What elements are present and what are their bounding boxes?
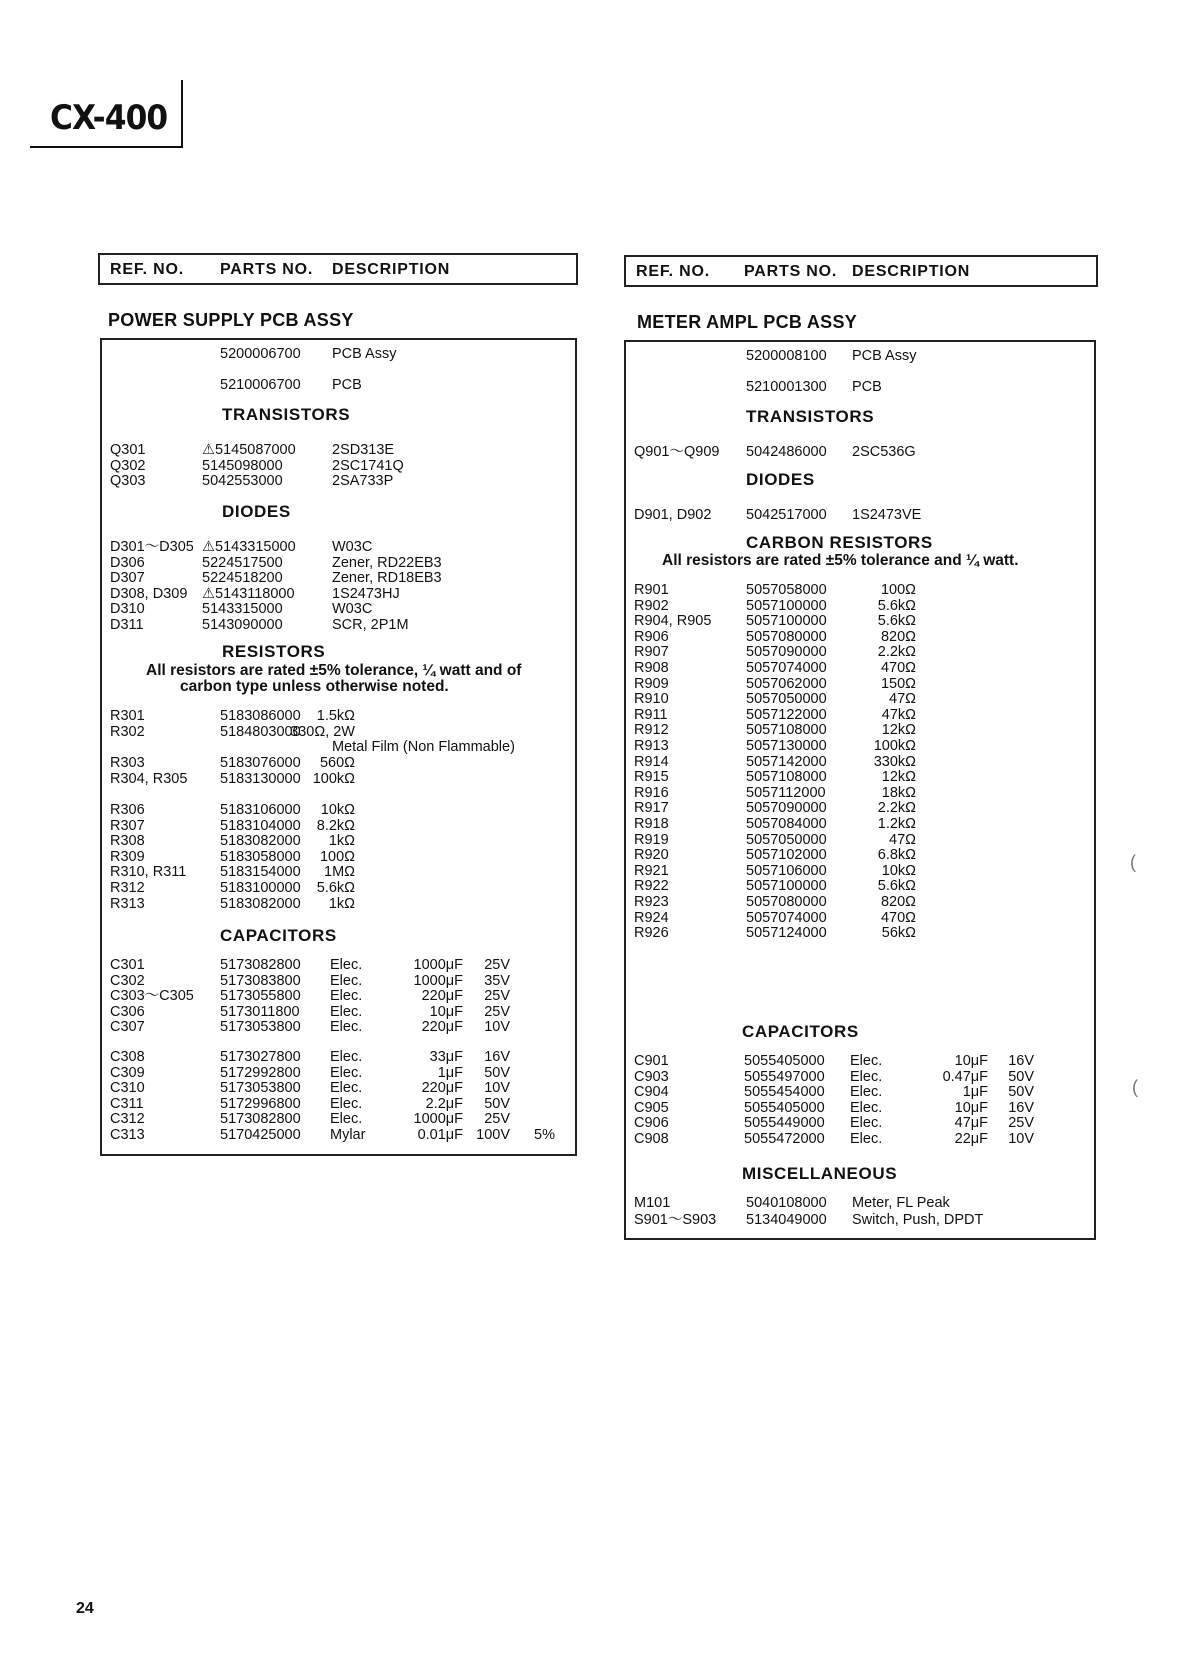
ref-no: R922 <box>634 878 669 895</box>
ref-no: C903 <box>634 1068 669 1085</box>
diodes-heading: DIODES <box>746 470 815 489</box>
ref-no: R915 <box>634 769 669 786</box>
description: PCB Assy <box>332 346 397 362</box>
parts-no: 5057130000 <box>746 738 827 754</box>
parts-no: 5183082000 <box>220 895 301 912</box>
parts-no: 5057108000 <box>746 769 827 786</box>
ref-no: R907 <box>634 644 669 661</box>
parts-no: 5210001300 <box>746 379 827 395</box>
parts-no: 5057122000 <box>746 706 827 723</box>
value: 6.8kΩ <box>877 847 916 864</box>
parts-no: 5173055800 <box>220 988 301 1005</box>
parts-no: 5057124000 <box>746 925 827 942</box>
ref-no: C908 <box>634 1131 669 1147</box>
ref-no: R904, R905 <box>634 613 712 630</box>
parts-no: 5055405000 <box>744 1099 825 1116</box>
ref-no: C901 <box>634 1053 669 1069</box>
parts-no: 5057102000 <box>746 847 827 864</box>
ref-no: C905 <box>634 1099 669 1116</box>
voltage: 100V <box>476 1127 510 1143</box>
parts-no: 5057100000 <box>746 878 827 895</box>
parts-no-header: PARTS NO. <box>744 263 838 280</box>
parts-no: 5057050000 <box>746 691 827 708</box>
ref-no: R307 <box>110 817 145 834</box>
value: 5.6kΩ <box>877 878 916 895</box>
ref-no: R920 <box>634 847 669 864</box>
cap-type: Elec. <box>330 957 363 973</box>
value: 100kΩ <box>873 738 916 754</box>
voltage: 50V <box>484 1064 510 1081</box>
parts-no: 5183154000 <box>220 864 301 881</box>
voltage: 50V <box>1008 1068 1034 1085</box>
value: 47μF <box>954 1115 988 1132</box>
value: 220μF <box>421 1080 463 1097</box>
description: 2SA733P <box>332 473 394 490</box>
voltage: 25V <box>484 1003 510 1020</box>
value: 1.5kΩ <box>316 708 355 724</box>
ref-no: R916 <box>634 784 669 801</box>
table-header-left <box>98 253 578 285</box>
tolerance: 5% <box>534 1127 555 1143</box>
value: 470Ω <box>880 660 916 676</box>
value: 1μF <box>962 1084 988 1101</box>
voltage: 25V <box>484 988 510 1005</box>
ref-no: M101 <box>634 1195 671 1211</box>
resistors-heading: RESISTORS <box>222 642 326 661</box>
value: 18kΩ <box>881 784 916 801</box>
ref-no: R913 <box>634 738 669 754</box>
value: 150Ω <box>880 675 916 692</box>
ref-no: C904 <box>634 1084 669 1101</box>
ref-no: D306 <box>110 554 145 571</box>
parts-no: 5055449000 <box>744 1115 825 1132</box>
voltage: 25V <box>484 1111 510 1128</box>
ref-no: R912 <box>634 722 669 739</box>
ref-no: C311 <box>110 1095 144 1112</box>
ref-no: C313 <box>110 1127 145 1143</box>
parts-no: 5057142000 <box>746 753 827 770</box>
power-supply-title: POWER SUPPLY PCB ASSY <box>108 310 354 330</box>
description: PCB <box>332 377 362 393</box>
ref-no: R917 <box>634 800 669 817</box>
cap-type: Elec. <box>850 1068 883 1085</box>
ref-no: R313 <box>110 895 145 912</box>
value: 820Ω <box>880 894 916 910</box>
ref-no: D308, D309 <box>110 585 188 602</box>
voltage: 10V <box>484 1080 510 1097</box>
resistors-note: All resistors are rated ±5% tolerance, ¼ watt and of <box>146 662 522 679</box>
ref-no: R909 <box>634 675 669 692</box>
parts-no: 5134049000 <box>746 1211 827 1228</box>
value: 1000μF <box>413 972 463 989</box>
ref-no: Q901～Q909 <box>634 444 720 460</box>
value: 1kΩ <box>328 833 355 850</box>
voltage: 10V <box>1008 1131 1034 1147</box>
resistors-note: carbon type unless otherwise noted. <box>180 678 449 695</box>
description: W03C <box>332 601 373 618</box>
parts-no: 5183086000 <box>220 708 301 724</box>
ref-no: D307 <box>110 570 145 587</box>
ref-no: R908 <box>634 660 669 676</box>
parts-no: 5042553000 <box>202 473 283 490</box>
ref-no: C306 <box>110 1003 145 1020</box>
value: 10μF <box>429 1003 463 1020</box>
ref-no: R310, R311 <box>110 864 187 881</box>
parts-no: 5057084000 <box>746 816 827 832</box>
description: Zener, RD22EB3 <box>332 554 442 571</box>
cap-type: Elec. <box>330 1019 363 1036</box>
ref-no: C301 <box>110 957 145 973</box>
parts-no: 5183100000 <box>220 880 301 896</box>
value: 10kΩ <box>320 802 355 818</box>
parts-no: 5057100000 <box>746 597 827 614</box>
power-supply-parts-list <box>100 338 577 1156</box>
parts-no: 5143090000 <box>202 617 283 633</box>
parts-no: 5183082000 <box>220 833 301 850</box>
description-header: DESCRIPTION <box>332 261 451 278</box>
parts-no: 5183104000 <box>220 817 301 834</box>
parts-no: 5173011800 <box>220 1003 300 1020</box>
parts-no: 5173082800 <box>220 1111 301 1128</box>
ref-no: Q303 <box>110 473 146 490</box>
value: 1000μF <box>413 1111 463 1128</box>
parts-no: 5057080000 <box>746 894 827 910</box>
voltage: 16V <box>1008 1053 1034 1069</box>
parts-no: 5057108000 <box>746 722 827 739</box>
parts-no: 5172992800 <box>220 1064 301 1081</box>
parts-no: 5210006700 <box>220 377 301 393</box>
cap-type: Elec. <box>330 1080 363 1097</box>
ref-no: R902 <box>634 597 669 614</box>
value: 220μF <box>421 988 463 1005</box>
ref-no: R301 <box>110 708 145 724</box>
value: 22μF <box>954 1131 988 1147</box>
parts-no: 5057100000 <box>746 613 827 630</box>
capacitors-heading: CAPACITORS <box>742 1022 859 1041</box>
model-title: CX-400 <box>50 98 168 138</box>
description: Meter, FL Peak <box>852 1195 950 1211</box>
parts-no: 5173083800 <box>220 972 301 989</box>
ref-no: R308 <box>110 833 145 850</box>
resistors-note: All resistors are rated ±5% tolerance and ¼ watt. <box>662 552 1019 569</box>
value: 47kΩ <box>881 706 916 723</box>
description: 1S2473VE <box>852 507 922 523</box>
value: 5.6kΩ <box>316 880 355 896</box>
parts-no: 5184803000 <box>220 723 301 740</box>
parts-no: 5170425000 <box>220 1127 301 1143</box>
parts-no: 5055497000 <box>744 1068 825 1085</box>
cap-type: Elec. <box>330 972 363 989</box>
parts-no: 5172996800 <box>220 1095 301 1112</box>
value: 10μF <box>954 1053 988 1069</box>
value: 2.2μF <box>425 1095 463 1112</box>
parts-no: 5055472000 <box>744 1131 825 1147</box>
parts-no: 5057050000 <box>746 831 827 848</box>
value: 1000μF <box>413 957 463 973</box>
cap-type: Elec. <box>850 1053 883 1069</box>
ref-no: R312 <box>110 880 145 896</box>
ref-no: C310 <box>110 1080 145 1097</box>
meter-ampl-title: METER AMPL PCB ASSY <box>637 312 858 332</box>
voltage: 25V <box>1008 1115 1034 1132</box>
meter-ampl-parts-list <box>624 340 1096 1240</box>
ref-no: C302 <box>110 972 145 989</box>
transistors-heading: TRANSISTORS <box>222 405 351 424</box>
value: 5.6kΩ <box>877 613 916 630</box>
parts-no: 5200006700 <box>220 346 301 362</box>
ref-no: D301～D305 <box>110 539 194 555</box>
voltage: 50V <box>484 1095 510 1112</box>
parts-no: ⚠5143315000 <box>202 539 296 555</box>
parts-no: 5200008100 <box>746 348 827 364</box>
parts-no: 5173053800 <box>220 1080 301 1097</box>
value: 1kΩ <box>328 895 355 912</box>
ref-no: R302 <box>110 723 145 740</box>
value: 2.2kΩ <box>877 800 916 817</box>
parts-no: 5173027800 <box>220 1049 301 1065</box>
value: 5.6kΩ <box>877 597 916 614</box>
parts-no: 5057106000 <box>746 862 827 879</box>
value: 2.2kΩ <box>877 644 916 661</box>
description: W03C <box>332 539 373 555</box>
description: 2SD313E <box>332 442 395 458</box>
model-divider-horizontal <box>30 146 183 148</box>
value: 56kΩ <box>881 925 916 942</box>
ref-no: D310 <box>110 601 145 618</box>
miscellaneous-heading: MISCELLANEOUS <box>742 1164 898 1183</box>
cap-type: Elec. <box>330 1111 363 1128</box>
value: 470Ω <box>880 909 916 926</box>
parts-no: 5042486000 <box>746 444 827 460</box>
capacitors-heading: CAPACITORS <box>220 926 337 945</box>
parts-no: 5173053800 <box>220 1019 301 1036</box>
value: 8.2kΩ <box>316 817 355 834</box>
parts-no: 5057062000 <box>746 675 827 692</box>
parts-no: 5057090000 <box>746 644 827 661</box>
parts-no: 5224517500 <box>202 554 283 571</box>
ref-no: Q302 <box>110 457 146 474</box>
ref-no: D901, D902 <box>634 507 712 523</box>
ref-no: C309 <box>110 1064 145 1081</box>
parts-no: 5055454000 <box>744 1084 825 1101</box>
parts-no: 5040108000 <box>746 1195 827 1211</box>
ref-no: R924 <box>634 909 669 926</box>
margin-mark: ( <box>1130 852 1136 872</box>
parts-no: 5224518200 <box>202 570 283 587</box>
ref-no: R306 <box>110 802 145 818</box>
cap-type: Elec. <box>850 1084 883 1101</box>
ref-no: D311 <box>110 617 144 633</box>
voltage: 16V <box>1008 1099 1034 1116</box>
parts-no: ⚠5145087000 <box>202 442 296 458</box>
description: SCR, 2P1M <box>332 617 409 633</box>
ref-no: C307 <box>110 1019 145 1036</box>
ref-no: R303 <box>110 755 145 771</box>
cap-type: Elec. <box>330 1003 363 1020</box>
value: 1.2kΩ <box>877 816 916 832</box>
parts-no: 5057112000 <box>746 784 826 801</box>
ref-no: C906 <box>634 1115 669 1132</box>
parts-no: 5057080000 <box>746 628 827 645</box>
ref-no: S901～S903 <box>634 1211 717 1228</box>
value: 12kΩ <box>881 769 916 786</box>
parts-no: 5042517000 <box>746 507 827 523</box>
value: 10kΩ <box>881 862 916 879</box>
carbon-resistors-heading: CARBON RESISTORS <box>746 533 933 552</box>
value: 0.01μF <box>417 1127 463 1143</box>
parts-no: 5183058000 <box>220 848 301 865</box>
parts-no: 5057074000 <box>746 660 827 676</box>
parts-no: 5057090000 <box>746 800 827 817</box>
voltage: 50V <box>1008 1084 1034 1101</box>
value: 0.47μF <box>942 1068 988 1085</box>
value: 220μF <box>421 1019 463 1036</box>
ref-no: R309 <box>110 848 145 865</box>
margin-mark: ( <box>1132 1077 1138 1097</box>
description-header: DESCRIPTION <box>852 263 971 280</box>
ref-no: C303～C305 <box>110 988 194 1005</box>
cap-type: Elec. <box>330 1064 363 1081</box>
value: 33μF <box>429 1049 463 1065</box>
value: 330Ω, 2W <box>290 723 355 740</box>
ref-no: R910 <box>634 691 669 708</box>
cap-type: Elec. <box>330 988 363 1005</box>
ref-no: Q301 <box>110 442 146 458</box>
parts-no: 5145098000 <box>202 457 283 474</box>
description: 1S2473HJ <box>332 585 400 602</box>
ref-no: R919 <box>634 831 669 848</box>
description: 2SC536G <box>852 444 916 460</box>
diodes-heading: DIODES <box>222 502 291 521</box>
page-number: 24 <box>76 1600 94 1617</box>
ref-no-header: REF. NO. <box>636 263 710 280</box>
parts-no: 5055405000 <box>744 1053 825 1069</box>
value: 820Ω <box>880 628 916 645</box>
ref-no: R906 <box>634 628 669 645</box>
parts-no: 5057074000 <box>746 909 827 926</box>
table-header-right <box>624 255 1098 287</box>
transistors-heading: TRANSISTORS <box>746 407 875 426</box>
parts-no: 5183130000 <box>220 770 301 787</box>
ref-no: R918 <box>634 816 669 832</box>
value: 47Ω <box>889 691 916 708</box>
description: Switch, Push, DPDT <box>852 1211 984 1228</box>
parts-no: 5143315000 <box>202 601 283 618</box>
cap-type: Elec. <box>330 1049 363 1065</box>
value: 47Ω <box>889 831 916 848</box>
cap-type: Elec. <box>850 1115 883 1132</box>
parts-no: 5183076000 <box>220 755 301 771</box>
value: 1MΩ <box>324 864 355 881</box>
ref-no: R926 <box>634 925 669 942</box>
ref-no: R914 <box>634 753 669 770</box>
value: 330kΩ <box>873 753 916 770</box>
ref-no-header: REF. NO. <box>110 261 184 278</box>
value: 12kΩ <box>881 722 916 739</box>
ref-no: R921 <box>634 862 669 879</box>
parts-no: 5057058000 <box>746 582 827 598</box>
description: Zener, RD18EB3 <box>332 570 442 587</box>
value: 100Ω <box>880 582 916 598</box>
cap-type: Elec. <box>850 1099 883 1116</box>
value: 560Ω <box>319 755 355 771</box>
cap-type: Elec. <box>850 1131 883 1147</box>
resistor-extra-desc: Metal Film (Non Flammable) <box>332 739 515 755</box>
parts-no-header: PARTS NO. <box>220 261 314 278</box>
ref-no: R923 <box>634 894 669 910</box>
voltage: 16V <box>484 1049 510 1065</box>
ref-no: R304, R305 <box>110 770 188 787</box>
parts-no: 5183106000 <box>220 802 301 818</box>
voltage: 25V <box>484 957 510 973</box>
ref-no: C308 <box>110 1049 145 1065</box>
ref-no: R911 <box>634 706 668 723</box>
value: 10μF <box>954 1099 988 1116</box>
parts-no: ⚠5143118000 <box>202 585 295 602</box>
value: 100kΩ <box>312 770 355 787</box>
voltage: 35V <box>484 972 510 989</box>
value: 100Ω <box>319 848 355 865</box>
description: PCB <box>852 379 882 395</box>
description: PCB Assy <box>852 348 917 364</box>
parts-no: 5173082800 <box>220 957 301 973</box>
model-divider-vertical <box>181 80 183 147</box>
cap-type: Elec. <box>330 1095 363 1112</box>
description: 2SC1741Q <box>332 457 404 474</box>
cap-type: Mylar <box>330 1127 366 1143</box>
value: 1μF <box>437 1064 463 1081</box>
ref-no: R901 <box>634 582 669 598</box>
voltage: 10V <box>484 1019 510 1036</box>
ref-no: C312 <box>110 1111 145 1128</box>
